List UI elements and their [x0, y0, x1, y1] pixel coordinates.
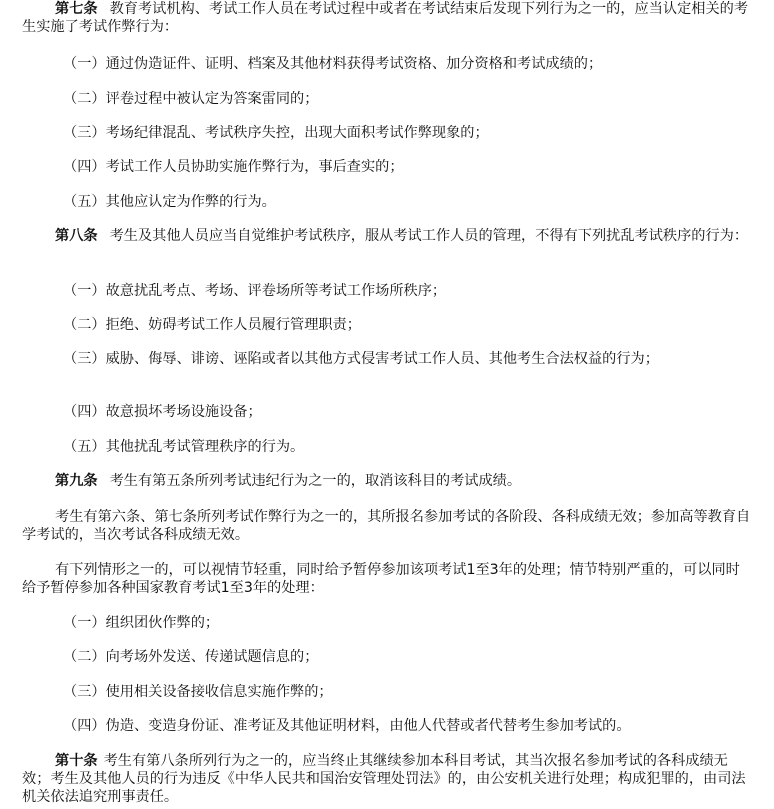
article-7-item-5: （五）其他应认定为作弊的行为。 [63, 194, 276, 210]
article-8-item-4: （四）故意损坏考场设施设备； [63, 404, 262, 420]
article-7-item-2: （二）评卷过程中被认定为答案雷同的； [63, 91, 319, 107]
article-7-item-3: （三）考场纪律混乱、考试秩序失控，出现大面积考试作弊现象的； [63, 125, 489, 141]
article-8-label: 第八条 [55, 228, 98, 244]
article-8-item-3: （三）威胁、侮辱、诽谤、诬陷或者以其他方式侵害考试工作人员、其他考生合法权益的行为； [63, 351, 659, 367]
article-10-text: 考生有第八条所列行为之一的，应当终止其继续参加本科目考试，其当次报名参加考试的各科成绩无效；考生及其他人员的行为违反《中华人民共和国治安管理处罚法》的，由公安机关进行处理；构成犯罪的，由司法机关依法追究刑事责任。 [22, 753, 746, 805]
article-8-item-2: （二）拒绝、妨碍考试工作人员履行管理职责； [63, 317, 361, 333]
article-9-text: 考生有第五条所列考试违纪行为之一的，取消该科目的考试成绩。 [109, 473, 522, 489]
article-9-label: 第九条 [55, 473, 98, 489]
article-9-item-2: （二）向考场外发送、传递试题信息的； [63, 649, 319, 665]
article-9-paragraph-3: 有下列情形之一的，可以视情节轻重，同时给予暂停参加该项考试1至3年的处理；情节特别严重的，可以同时给予暂停参加各种国家教育考试1至3年的处理： [22, 562, 740, 596]
article-8-item-5: （五）其他扰乱考试管理秩序的行为。 [63, 439, 305, 455]
article-8-text: 考生及其他人员应当自觉维护考试秩序，服从考试工作人员的管理，不得有下列扰乱考试秩序的行为： [109, 228, 749, 244]
article-7-item-4: （四）考试工作人员协助实施作弊行为，事后查实的； [63, 159, 404, 175]
article-7-label: 第七条 [55, 1, 98, 17]
article-10-paragraph [22, 752, 752, 806]
article-9-paragraph-2: 考生有第六条、第七条所列考试作弊行为之一的，其所报名参加考试的各阶段、各科成绩无效；参加高等教育自学考试的，当次考试各科成绩无效。 [22, 509, 751, 543]
article-8-item-1: （一）故意扰乱考点、考场、评卷场所等考试工作场所秩序； [63, 283, 447, 299]
article-10-label: 第十条 [55, 753, 98, 769]
article-9-item-1: （一）组织团伙作弊的； [63, 615, 220, 631]
article-8-paragraph [22, 227, 752, 245]
article-7-item-1: （一）通过伪造证件、证明、档案及其他材料获得考试资格、加分资格和考试成绩的； [63, 56, 603, 72]
article-9-paragraph [22, 472, 752, 490]
article-9-item-4: （四）伪造、变造身份证、准考证及其他证明材料，由他人代替或者代替考生参加考试的。 [63, 718, 631, 734]
article-9-item-3: （三）使用相关设备接收信息实施作弊的； [63, 684, 333, 700]
article-7-text: 教育考试机构、考试工作人员在考试过程中或者在考试结束后发现下列行为之一的，应当认定相关的考生实施了考试作弊行为： [22, 1, 749, 35]
article-7-paragraph [22, 0, 752, 36]
